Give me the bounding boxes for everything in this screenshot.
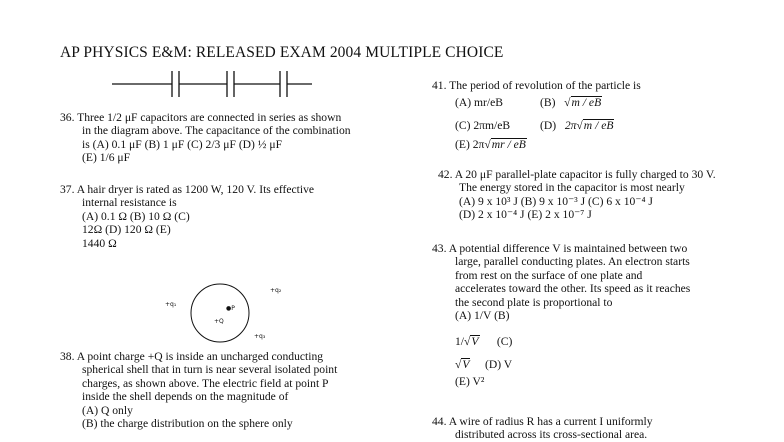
q43-option-c-radical: V: [462, 358, 470, 371]
q38-line: (A) Q only: [82, 403, 133, 417]
question-41-stem: 41. The period of revolution of the particle is: [432, 79, 641, 92]
q43-option-b-radical: V: [471, 335, 479, 348]
q36-line: in the diagram above. The capacitance of the combination: [82, 124, 351, 138]
q36-line: 36. Three 1/2 μF capacitors are connected in series as shown: [60, 111, 342, 124]
q37-line: 1440 Ω: [82, 236, 117, 250]
question-43: [432, 242, 690, 322]
q38-line: 38. A point charge +Q is inside an uncharged conducting: [60, 350, 324, 363]
q43-line: the second plate is proportional to: [455, 295, 613, 309]
page-title: AP PHYSICS E&M: RELEASED EXAM 2004 MULTIPLE CHOICE: [60, 44, 504, 61]
q43-option-b-prefix: 1/: [455, 335, 465, 348]
question-36: [60, 111, 351, 165]
point-P-label: ●P: [226, 305, 235, 312]
q38-line: (B) the charge distribution on the sphere only: [82, 417, 293, 431]
question-37: [60, 183, 314, 250]
q41-option-d-radical: m / eB: [583, 119, 614, 132]
q41-option-b: (B) √m / eB: [540, 96, 602, 109]
conducting-shell: [191, 284, 249, 342]
q43-option-c-expr: √V (D) V: [455, 358, 513, 371]
q43-option-b-expr: 1/√V (C): [455, 335, 513, 348]
q43-line: (A) 1/V (B): [455, 309, 510, 323]
q41-option-e-label: (E) 2π: [455, 138, 485, 151]
q42-line: The energy stored in the capacitor is most nearly: [459, 181, 685, 195]
q37-line: (A) 0.1 Ω (B) 10 Ω (C): [82, 209, 190, 223]
q43-line: 43. A potential difference V is maintained between two: [432, 242, 688, 255]
question-42: [438, 168, 716, 222]
q41-option-b-label: (B): [540, 96, 556, 109]
charge-q1-label: +q₁: [165, 301, 177, 308]
q36-line: (E) 1/6 μF: [82, 151, 131, 165]
q41-option-e: (E) 2π√mr / eB: [455, 138, 526, 151]
q41-option-d-label: (D): [540, 119, 557, 132]
charge-q2-label: +q₂: [270, 287, 282, 294]
q37-line: 37. A hair dryer is rated as 1200 W, 120 V. Its effective: [60, 183, 315, 196]
point-charge-Q-label: +Q: [214, 318, 224, 325]
q43-option-d: (D) V: [484, 358, 513, 371]
q42-line: (A) 9 x 10³ J (B) 9 x 10⁻³ J (C) 6 x 10⁻⁴ J: [459, 194, 653, 208]
q38-line: charges, as shown above. The electric field at point P: [82, 376, 329, 390]
q37-line: internal resistance is: [82, 196, 177, 210]
capacitor-series-diagram: [112, 67, 312, 101]
q41-option-a: (A) mr/eB: [455, 96, 503, 109]
charge-q3-label: +q₃: [254, 333, 266, 340]
question-44: [432, 415, 653, 442]
q41-option-d-prefix: 2π: [564, 119, 577, 132]
q38-line: inside the shell depends on the magnitude of: [82, 390, 289, 404]
q44-line: 44. A wire of radius R has a current I uniformly: [432, 415, 653, 428]
q44-line: distributed across its cross-sectional area.: [455, 428, 648, 442]
q42-line: (D) 2 x 10⁻⁴ J (E) 2 x 10⁻⁷ J: [459, 208, 592, 222]
q43-option-c-label: (C): [496, 335, 513, 348]
q43-line: accelerates toward the other. Its speed as it reaches: [455, 282, 691, 296]
q43-line: large, parallel conducting plates. An electron starts: [455, 255, 690, 269]
q36-line: is (A) 0.1 μF (B) 1 μF (C) 2/3 μF (D) ½ μF: [82, 137, 283, 151]
q41-option-e-radical: mr / eB: [491, 138, 526, 151]
q43-option-e: (E) V²: [455, 375, 485, 388]
q41-option-b-radical: m / eB: [571, 96, 602, 109]
q42-line: 42. A 20 μF parallel-plate capacitor is fully charged to 30 V.: [438, 168, 716, 181]
q41-option-d: (D) 2π√m / eB: [540, 119, 614, 132]
q37-line: 12Ω (D) 120 Ω (E): [82, 223, 171, 237]
question-38: [60, 350, 337, 430]
q43-line: from rest on the surface of one plate and: [455, 268, 643, 282]
q38-line: spherical shell that in turn is near several isolated point: [82, 363, 338, 377]
q41-option-c: (C) 2πm/eB: [455, 119, 511, 132]
